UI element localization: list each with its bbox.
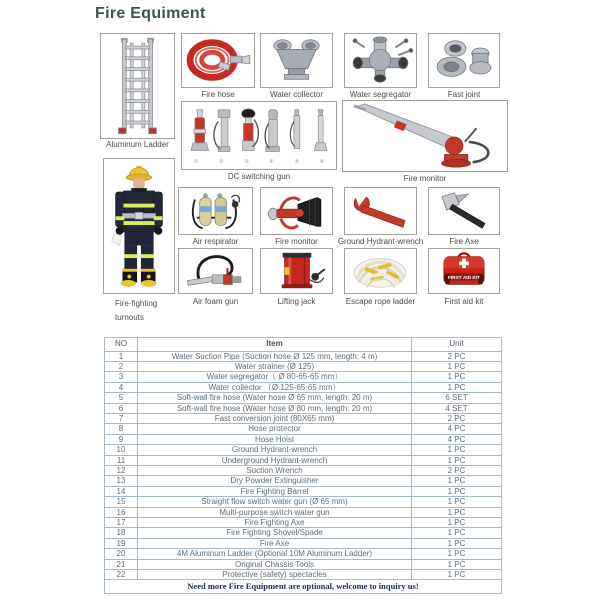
fire-monitor-icon	[343, 101, 507, 171]
table-row	[105, 455, 502, 465]
footer-note: Need more Fire Equipment are optional, welcome to inquiry us!	[105, 580, 502, 594]
cell-item: Underground Hydrant-wrench	[138, 455, 412, 465]
cell-item: Protective (safety) spectacles	[138, 570, 412, 580]
escape-rope-ladder-caption: Escape rope ladder	[345, 297, 416, 306]
cell-unit: 1 PC	[412, 455, 502, 465]
cell-item: Straight flow switch water gun (Ø 65 mm)	[138, 497, 412, 507]
cell-unit: 1 PC	[412, 497, 502, 507]
cell-unit: 1 PC	[412, 486, 502, 496]
cell-no: 2	[105, 361, 138, 371]
cell-item: Water segregator（ Ø 80-65-65 mm）	[138, 372, 412, 382]
fast-joint-icon	[429, 34, 499, 87]
table-row	[105, 424, 502, 434]
air-foam-gun-caption: Air foam gun	[192, 297, 239, 306]
cell-unit: 4 SET	[412, 403, 502, 413]
table-row	[105, 507, 502, 517]
fire-monitor-large-caption: Fire monitor	[403, 174, 447, 183]
cell-no: 1	[105, 351, 138, 361]
cell-unit: 1 PC	[412, 538, 502, 548]
table-row	[105, 434, 502, 444]
cell-item: Original Chassis Tools	[138, 559, 412, 569]
air-foam-gun-image	[178, 248, 253, 294]
cell-unit: 1 PC	[412, 476, 502, 486]
wrench-icon	[345, 188, 416, 234]
turnouts-caption-line1: Fire-fighting	[115, 299, 158, 308]
cell-no: 3	[105, 372, 138, 382]
header-unit: Unit	[412, 338, 502, 352]
table-row	[105, 570, 502, 580]
first-aid-bag-icon	[429, 249, 499, 293]
cell-item: Suction Wrench	[138, 465, 412, 475]
cell-item: Fast conversion joint (80X65 mm)	[138, 413, 412, 423]
table-row	[105, 538, 502, 548]
cell-item: Dry Powder Extinguisher	[138, 476, 412, 486]
dc-switching-gun-image	[181, 101, 337, 170]
ladder-icon	[101, 34, 174, 138]
cell-no: 22	[105, 570, 138, 580]
table-row	[105, 445, 502, 455]
water-segregator-caption: Water segregator	[349, 90, 412, 99]
cell-item: 4M Aluminum Ladder (Optional 10M Aluminum Ladder)	[138, 549, 412, 559]
aluminum-ladder-caption: Aluminum Ladder	[106, 140, 169, 149]
foam-gun-icon	[179, 249, 252, 293]
fire-monitor-large-image	[342, 100, 508, 172]
cell-no: 6	[105, 403, 138, 413]
cell-unit: 1 PC	[412, 445, 502, 455]
cell-no: 14	[105, 486, 138, 496]
fire-hose-icon	[182, 34, 254, 87]
cell-item: Fire Fighting Barrel	[138, 486, 412, 496]
cell-unit: 2 PC	[412, 351, 502, 361]
fast-joint-caption: Fast joint	[447, 90, 481, 99]
table-row	[105, 497, 502, 507]
table-row	[105, 486, 502, 496]
water-collector-image	[260, 33, 333, 88]
water-segregator-image	[344, 33, 417, 88]
cell-unit: 1 PC	[412, 570, 502, 580]
first-aid-kit-image	[428, 248, 500, 294]
fast-joint-image	[428, 33, 500, 88]
cell-unit: 1 PC	[412, 528, 502, 538]
cell-item: Water Suction Pipe (Suction hose Ø 125 mm, length: 4 m)	[138, 351, 412, 361]
cell-no: 17	[105, 518, 138, 528]
cell-unit: 2 PC	[412, 413, 502, 423]
cell-unit: 1 PC	[412, 549, 502, 559]
cell-item: Soft-wall fire hose (Water hose Ø 65 mm, length: 20 m)	[138, 393, 412, 403]
nozzle-gun-icon	[261, 188, 332, 234]
cell-unit: 1 PC	[412, 382, 502, 392]
cell-unit: 1 PC	[412, 372, 502, 382]
cell-no: 20	[105, 549, 138, 559]
table-row	[105, 549, 502, 559]
table-row	[105, 476, 502, 486]
cell-no: 4	[105, 382, 138, 392]
table-footer-row	[105, 580, 502, 594]
table-row	[105, 393, 502, 403]
table-row	[105, 372, 502, 382]
cell-unit: 6 SET	[412, 393, 502, 403]
ground-hydrant-wrench-image	[344, 187, 417, 235]
turnouts-caption-line2: turnouts	[115, 313, 144, 322]
air-respirator-caption: Air respirator	[192, 237, 239, 246]
table-row	[105, 382, 502, 392]
nozzle-numbers: ① ② ③ ④ ⑤ ⑥	[193, 160, 325, 166]
dc-switching-gun-caption: DC switching gun	[227, 172, 291, 181]
ground-hydrant-wrench-caption: Ground Hydrant-wrench	[337, 237, 424, 246]
cell-no: 18	[105, 528, 138, 538]
cell-no: 7	[105, 413, 138, 423]
table-row	[105, 403, 502, 413]
first-aid-kit-caption: First aid kit	[444, 297, 484, 306]
cell-unit: 1 PC	[412, 507, 502, 517]
cell-unit: 1 PC	[412, 559, 502, 569]
page-title: Fire Equiment	[95, 5, 206, 22]
axe-icon	[429, 188, 499, 234]
table-row	[105, 413, 502, 423]
cell-unit: 4 PC	[412, 424, 502, 434]
table-header-row	[105, 338, 502, 352]
cell-no: 12	[105, 465, 138, 475]
cell-no: 19	[105, 538, 138, 548]
fire-axe-caption: Fire Axe	[449, 237, 479, 246]
cell-item: Water strainer (Ø 125)	[138, 361, 412, 371]
cell-no: 15	[105, 497, 138, 507]
fire-monitor-small-image	[260, 187, 333, 235]
table-row	[105, 361, 502, 371]
fire-monitor-small-caption: Fire monitor	[275, 237, 318, 246]
fire-fighting-turnouts-image	[103, 158, 175, 294]
header-no: NO	[105, 338, 138, 352]
equipment-table	[104, 337, 502, 594]
firefighter-icon	[104, 159, 174, 293]
fire-hose-image	[181, 33, 255, 88]
table-row	[105, 559, 502, 569]
cell-unit: 2 PC	[412, 465, 502, 475]
table-row	[105, 528, 502, 538]
cell-item: Fire Fighting Shovel/Spade	[138, 528, 412, 538]
cell-no: 10	[105, 445, 138, 455]
cell-no: 16	[105, 507, 138, 517]
water-segregator-icon	[345, 34, 416, 87]
cell-no: 21	[105, 559, 138, 569]
first-aid-kit-text: FIRST AID KIT	[447, 276, 481, 282]
table-row	[105, 465, 502, 475]
cell-no: 9	[105, 434, 138, 444]
header-item: Item	[138, 338, 412, 352]
cell-item: Fire Axe	[138, 538, 412, 548]
cell-no: 8	[105, 424, 138, 434]
cell-item: Hose protector	[138, 424, 412, 434]
aluminum-ladder-image	[100, 33, 175, 139]
cell-unit: 1 PC	[412, 518, 502, 528]
lifting-jack-caption: Lifting jack	[277, 297, 316, 306]
jack-icon	[261, 249, 332, 293]
fire-hose-caption: Fire hose	[201, 90, 235, 99]
cell-item: Ground Hydrant-wrench	[138, 445, 412, 455]
nozzle-set-icon	[182, 102, 336, 169]
cell-item: Fire Fighting Axe	[138, 518, 412, 528]
air-respirator-icon	[179, 188, 252, 234]
cell-item: Hose Hoist	[138, 434, 412, 444]
cell-item: Multi-purpose switch water gun	[138, 507, 412, 517]
escape-rope-ladder-image	[344, 248, 417, 294]
cell-no: 13	[105, 476, 138, 486]
cell-item: Water collector （Ø 125-65-65 mm）	[138, 382, 412, 392]
cell-unit: 1 PC	[412, 361, 502, 371]
fire-axe-image	[428, 187, 500, 235]
cell-no: 11	[105, 455, 138, 465]
water-collector-icon	[261, 34, 332, 87]
table-row	[105, 351, 502, 361]
lifting-jack-image	[260, 248, 333, 294]
table-body	[105, 351, 502, 580]
table-row	[105, 518, 502, 528]
cell-item: Soft-wall fire hose (Water hose Ø 80 mm, length: 20 m)	[138, 403, 412, 413]
cell-unit: 4 PC	[412, 434, 502, 444]
water-collector-caption: Water collector	[269, 90, 324, 99]
cell-no: 5	[105, 393, 138, 403]
air-respirator-image	[178, 187, 253, 235]
rope-ladder-icon	[345, 249, 416, 293]
